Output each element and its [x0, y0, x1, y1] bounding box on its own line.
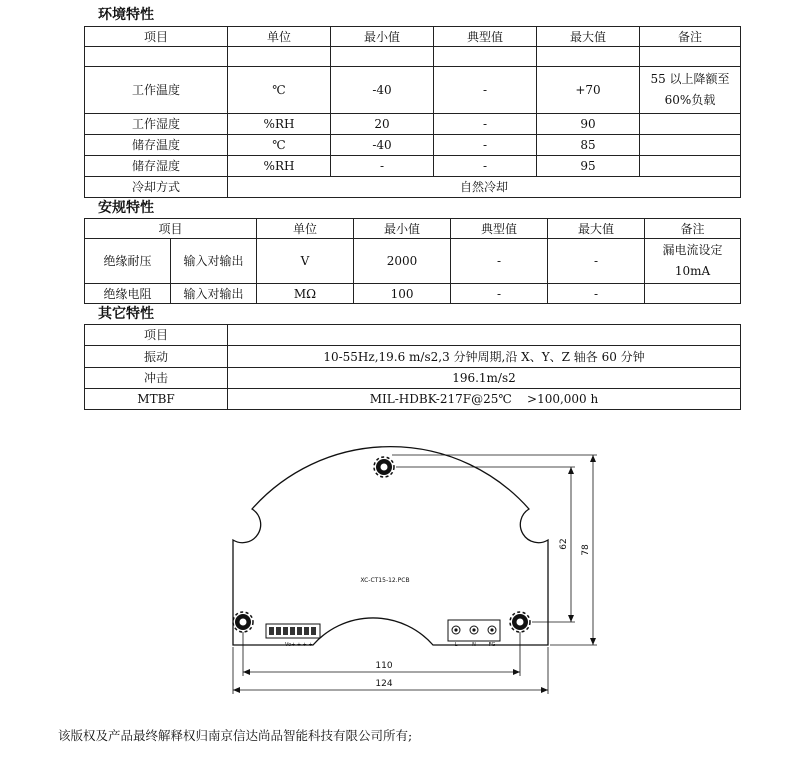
env-cooling-value: 自然冷却 [228, 177, 741, 198]
pcb-board-outline [233, 447, 548, 645]
safety-max-cell: - [548, 284, 645, 304]
other-value-cell: 196.1m/s2 [228, 368, 741, 389]
env-blank-row [85, 47, 741, 67]
dimension-110-label: 110 [375, 661, 393, 671]
safety-header-row [85, 219, 741, 239]
env-max-cell: 85 [537, 135, 640, 156]
safety-unit-cell: MΩ [257, 284, 354, 304]
table-row [85, 67, 741, 114]
table-row [85, 156, 741, 177]
table-row [85, 177, 741, 198]
other-item-cell: 振动 [85, 346, 228, 368]
safety-header-max: 最大值 [548, 219, 645, 239]
env-note-cell [640, 67, 741, 114]
env-table [84, 26, 741, 198]
env-unit-cell: %RH [228, 114, 331, 135]
dimension-124-label: 124 [375, 679, 393, 689]
safety-section-title: 安规特性 [98, 200, 154, 216]
env-max-cell: 90 [537, 114, 640, 135]
safety-note-line2: 10mA [674, 264, 711, 278]
env-typ-cell: - [434, 135, 537, 156]
env-section-title: 环境特性 [98, 7, 154, 23]
env-note-cell [640, 114, 741, 135]
safety-min-cell: 100 [354, 284, 451, 304]
safety-cond-cell: 输入对输出 [171, 239, 257, 284]
safety-typ-cell: - [451, 284, 548, 304]
terminal-label-n: N [472, 642, 476, 648]
env-note-cell [640, 156, 741, 177]
env-unit-cell: ℃ [228, 135, 331, 156]
env-min-cell: 20 [331, 114, 434, 135]
env-max-cell: +70 [537, 67, 640, 114]
env-min-cell: - [331, 156, 434, 177]
safety-note-cell [645, 284, 741, 304]
other-header-item: 项目 [85, 325, 228, 346]
other-value-cell: MIL-HDBK-217F@25℃ >100,000 h [228, 389, 741, 410]
table-row [85, 346, 741, 368]
terminal-label-fg: FG [488, 642, 496, 648]
dimension-62-label: 62 [559, 538, 569, 550]
env-item-cell: 工作湿度 [85, 114, 228, 135]
output-pin-header [266, 624, 320, 638]
safety-min-cell: 2000 [354, 239, 451, 284]
env-max-cell: 95 [537, 156, 640, 177]
env-unit-cell: %RH [228, 156, 331, 177]
safety-note-cell [645, 239, 741, 284]
dimension-78-label: 78 [581, 544, 591, 556]
safety-item-cell: 绝缘耐压 [85, 239, 171, 284]
env-header-typ: 典型值 [434, 27, 537, 47]
safety-note-line1: 漏电流设定 [662, 243, 723, 257]
other-table [84, 324, 741, 410]
env-note-cell [640, 135, 741, 156]
env-min-cell: -40 [331, 67, 434, 114]
other-item-cell: 冲击 [85, 368, 228, 389]
safety-typ-cell: - [451, 239, 548, 284]
safety-header-note: 备注 [645, 219, 741, 239]
safety-cond-cell: 输入对输出 [171, 284, 257, 304]
other-section-title: 其它特性 [98, 306, 154, 322]
env-header-row [85, 27, 741, 47]
env-unit-cell: ℃ [228, 67, 331, 114]
table-row [85, 284, 741, 304]
safety-header-item: 项目 [85, 219, 257, 239]
pcb-dimension-drawing [0, 440, 793, 710]
env-note-line1: 55 以上降额至 [650, 72, 730, 86]
safety-header-typ: 典型值 [451, 219, 548, 239]
env-header-max: 最大值 [537, 27, 640, 47]
env-header-item: 项目 [85, 27, 228, 47]
other-header-row [85, 325, 741, 346]
env-item-cell: 储存温度 [85, 135, 228, 156]
output-pin-label: - - - -Vo+ + + + [273, 642, 313, 648]
env-typ-cell: - [434, 156, 537, 177]
other-value-cell: 10-55Hz,19.6 m/s2,3 分钟周期,沿 X、Y、Z 轴各 60 分钟 [228, 346, 741, 368]
safety-table [84, 218, 741, 304]
safety-header-unit: 单位 [257, 219, 354, 239]
other-item-cell: MTBF [85, 389, 228, 410]
env-header-unit: 单位 [228, 27, 331, 47]
env-item-cell: 冷却方式 [85, 177, 228, 198]
copyright-footer: 该版权及产品最终解释权归南京信达尚品智能科技有限公司所有; [58, 728, 413, 743]
env-item-cell: 工作温度 [85, 67, 228, 114]
safety-max-cell: - [548, 239, 645, 284]
env-min-cell: -40 [331, 135, 434, 156]
env-typ-cell: - [434, 67, 537, 114]
table-row [85, 135, 741, 156]
safety-unit-cell: V [257, 239, 354, 284]
env-typ-cell: - [434, 114, 537, 135]
env-header-min: 最小值 [331, 27, 434, 47]
safety-item-cell: 绝缘电阻 [85, 284, 171, 304]
env-item-cell: 储存湿度 [85, 156, 228, 177]
input-terminal-block [448, 620, 500, 641]
board-label: XC-CT15-12.PCB [360, 577, 410, 584]
env-header-note: 备注 [640, 27, 741, 47]
table-row [85, 114, 741, 135]
safety-header-min: 最小值 [354, 219, 451, 239]
table-row [85, 239, 741, 284]
table-row [85, 368, 741, 389]
table-row [85, 389, 741, 410]
env-note-line2: 60%负载 [664, 93, 716, 107]
terminal-label-l: L [454, 642, 458, 648]
